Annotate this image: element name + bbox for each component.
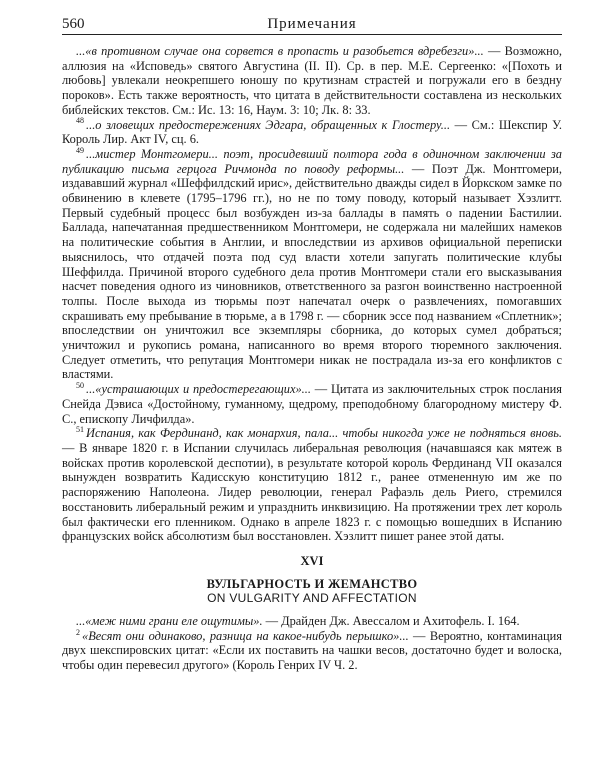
note-quote: ...«меж ними грани еле ощутимы». (76, 614, 263, 629)
note-49 (62, 147, 562, 382)
note-quote: «Весят они одинаково, разница на какое-нибудь перышко»... (82, 628, 409, 643)
note-number: 50 (76, 381, 84, 391)
note-text: — См.: Шекспир У. Король Лир. Акт IV, сц. 6. (62, 117, 562, 147)
note-quote: Испания, как Фердинанд, как монархия, пала... чтобы никогда уже не подняться вновь. (86, 426, 562, 441)
running-title: Примечания (267, 16, 357, 32)
section-title-ru: ВУЛЬГАРНОСТЬ И ЖЕМАНСТВО (206, 576, 418, 591)
note-48 (62, 118, 562, 147)
note-text: — Возможно, аллюзия на «Исповедь» святого Августина (II. II). Ср. в пер. М.Е. Сергеенко: «[Похоть и любовь] увлекали неокрепшего юношу по крутизнам страстей и погружали его в бездну пороков». Есть также вероятность, что цитата в действительности составлена из нескольких библейских текстов. См.: Ис. 13: 16, Наум. 3: 10; Лк. 8: 33. (62, 44, 562, 117)
note-quote: ...«в противном случае она сорвется в пропасть и разобьется вдребезги»... (76, 44, 484, 58)
section-number: XVI (300, 553, 324, 568)
note-quote: ...о зловещих предостережениях Эдгара, обращенных к Глостеру... (86, 117, 451, 132)
note-text: — Драйден Дж. Авессалом и Ахитофель. I. 164. (262, 614, 520, 629)
running-header (62, 10, 562, 32)
note-number: 48 (76, 116, 84, 126)
note-text: — В январе 1820 г. в Испании случилась либеральная революция (начавшаяся как мятеж в войсках против королевской деспотии), в результате которой король Фердинанд VII оказался вынужден возвратить Кадисскую конституцию 1812 г., ранее отмененную им же по распоряжению Наполеона. Лидер революции, генерал Рафаэль дель Риего, стремился восстановить либеральный режим и упразднить инквизицию. На протяжении трех лет король был фактически его пленником. Однако в апреле 1823 г. с помощью вошедших в Испанию французских войск абсолютизм был восстановлен. Хэзлитт пишет ранее этой даты. (62, 440, 562, 544)
note-number: 49 (76, 145, 84, 155)
header-rule (62, 34, 562, 35)
note-quote: ...мистер Монтгомери... поэт, просидевший полтора года в одиночном заключении за публикацию письма герцога Ричмонда по поводу реформы... (62, 146, 562, 176)
note-number: 2 (76, 627, 80, 637)
section-title-en: ON VULGARITY AND AFFECTATION (207, 591, 417, 606)
section-note-2 (62, 629, 562, 673)
note-47 (62, 44, 562, 118)
note-number: 51 (76, 425, 84, 435)
note-51 (62, 426, 562, 544)
note-text: — Поэт Дж. Монтгомери, издававший журнал «Шеффилдский ирис», действительно дважды сидел в Йоркском замке по обвинению в клевете (1795–1796 гг.), но не по тому поводу, который называет Хэзлитт. Первый судебный процесс был возбужден из-за баллады в память о падении Бастилии. Баллада, напечатанная предшественником Монтгомери, не содержала ни малейших намеков на политические события в Англии, и впоследствии из архивов официальной переписки выяснилось, что отдачей поэта под суд власти хотели запугать политические клубы Шеффилда. Причиной второго судебного дела против Монтгомери стали его высказывания насчет поведения одного из чиновников, ответственного за разгон воинственно настроенной толпы. После выхода из тюрьмы поэт напечатал очерк о развлечениях, помогавших скрашивать ему пребывание в тюрьме, а в 1798 г. — сборник эссе под названием «Сплетник»; впоследствии он уничтожил все экземпляры сборника, до которых сумел добраться; уничтожил и рукопись романа, написанного во время второго тюремного заключения. Следует отметить, что репутация Монтгомери никак не пострадала из-за его конфликтов с властями. (62, 161, 562, 382)
notes-body (62, 44, 562, 673)
note-text: — Вероятно, контаминация двух шекспировских цитат: «Если их поставить на чашки весов, достаточно будет и волоска, чтобы один перевесил другого» (Король Генрих IV Ч. 2. (62, 628, 562, 673)
note-50 (62, 382, 562, 426)
note-quote: ...«устрашающих и предостерегающих»... (86, 382, 311, 397)
section-note-1 (62, 614, 562, 629)
page-number: 560 (62, 16, 85, 32)
note-text: — Цитата из заключительных строк послания Снейда Дэвиса «Достойному, гуманному, щедрому, преподобному благородному мистеру Ф. С., епископу Личфилда». (62, 382, 563, 426)
